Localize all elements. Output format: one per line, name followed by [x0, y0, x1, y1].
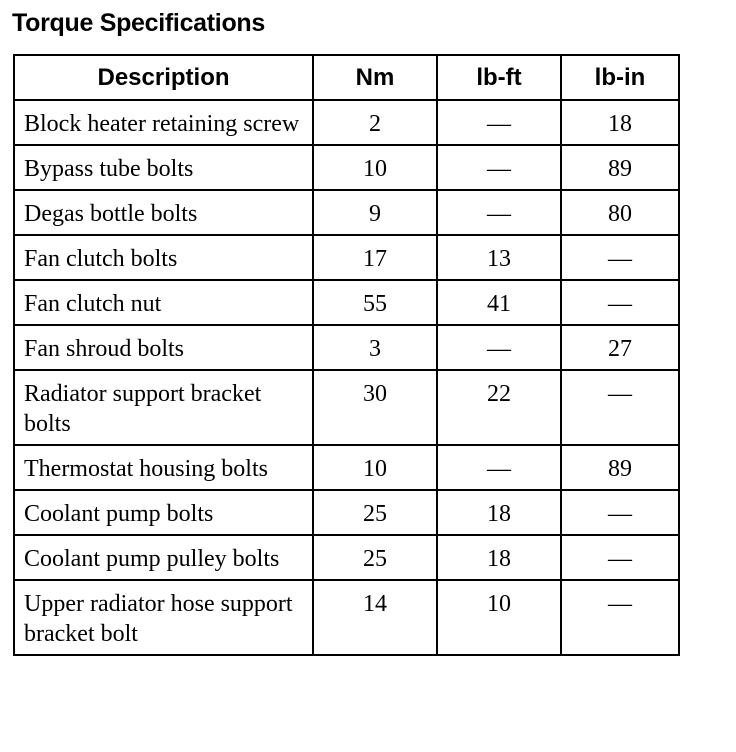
table-row	[14, 145, 679, 190]
table-row	[14, 325, 679, 370]
cell-description: Fan clutch bolts	[14, 235, 313, 280]
cell-description: Thermostat housing bolts	[14, 445, 313, 490]
cell-lb-in: 18	[561, 100, 679, 145]
cell-lb-ft: —	[437, 325, 561, 370]
cell-nm: 25	[313, 490, 437, 535]
cell-lb-in: 27	[561, 325, 679, 370]
header-nm: Nm	[313, 55, 437, 100]
cell-description: Fan shroud bolts	[14, 325, 313, 370]
cell-lb-ft: 22	[437, 370, 561, 445]
cell-lb-ft: 18	[437, 490, 561, 535]
cell-nm: 10	[313, 445, 437, 490]
cell-description: Bypass tube bolts	[14, 145, 313, 190]
table-row	[14, 370, 679, 445]
table-row	[14, 190, 679, 235]
cell-nm: 14	[313, 580, 437, 655]
cell-lb-ft: —	[437, 145, 561, 190]
table-row	[14, 580, 679, 655]
cell-lb-in: —	[561, 280, 679, 325]
header-description: Description	[14, 55, 313, 100]
cell-description: Coolant pump pulley bolts	[14, 535, 313, 580]
table-row	[14, 535, 679, 580]
table-row	[14, 490, 679, 535]
cell-lb-in: 80	[561, 190, 679, 235]
cell-nm: 55	[313, 280, 437, 325]
cell-lb-ft: —	[437, 445, 561, 490]
cell-lb-in: —	[561, 490, 679, 535]
header-lb-in: lb-in	[561, 55, 679, 100]
cell-nm: 9	[313, 190, 437, 235]
cell-lb-ft: 41	[437, 280, 561, 325]
cell-description: Degas bottle bolts	[14, 190, 313, 235]
cell-lb-in: —	[561, 535, 679, 580]
cell-lb-ft: —	[437, 100, 561, 145]
cell-lb-in: —	[561, 580, 679, 655]
cell-nm: 30	[313, 370, 437, 445]
header-row	[14, 55, 679, 100]
cell-lb-in: 89	[561, 445, 679, 490]
page-title: Torque Specifications	[12, 9, 266, 37]
header-lb-ft: lb-ft	[437, 55, 561, 100]
cell-nm: 25	[313, 535, 437, 580]
cell-lb-ft: 18	[437, 535, 561, 580]
cell-nm: 3	[313, 325, 437, 370]
cell-description: Radiator support bracket bolts	[14, 370, 313, 445]
table-row	[14, 100, 679, 145]
cell-lb-in: —	[561, 370, 679, 445]
cell-lb-ft: 13	[437, 235, 561, 280]
torque-spec-table	[13, 54, 680, 656]
cell-lb-in: 89	[561, 145, 679, 190]
cell-nm: 17	[313, 235, 437, 280]
cell-description: Coolant pump bolts	[14, 490, 313, 535]
table-row	[14, 445, 679, 490]
cell-nm: 10	[313, 145, 437, 190]
cell-nm: 2	[313, 100, 437, 145]
table-row	[14, 280, 679, 325]
cell-description: Fan clutch nut	[14, 280, 313, 325]
cell-lb-ft: 10	[437, 580, 561, 655]
table-row	[14, 235, 679, 280]
cell-lb-ft: —	[437, 190, 561, 235]
cell-description: Upper radiator hose support bracket bolt	[14, 580, 313, 655]
cell-description: Block heater retaining screw	[14, 100, 313, 145]
cell-lb-in: —	[561, 235, 679, 280]
